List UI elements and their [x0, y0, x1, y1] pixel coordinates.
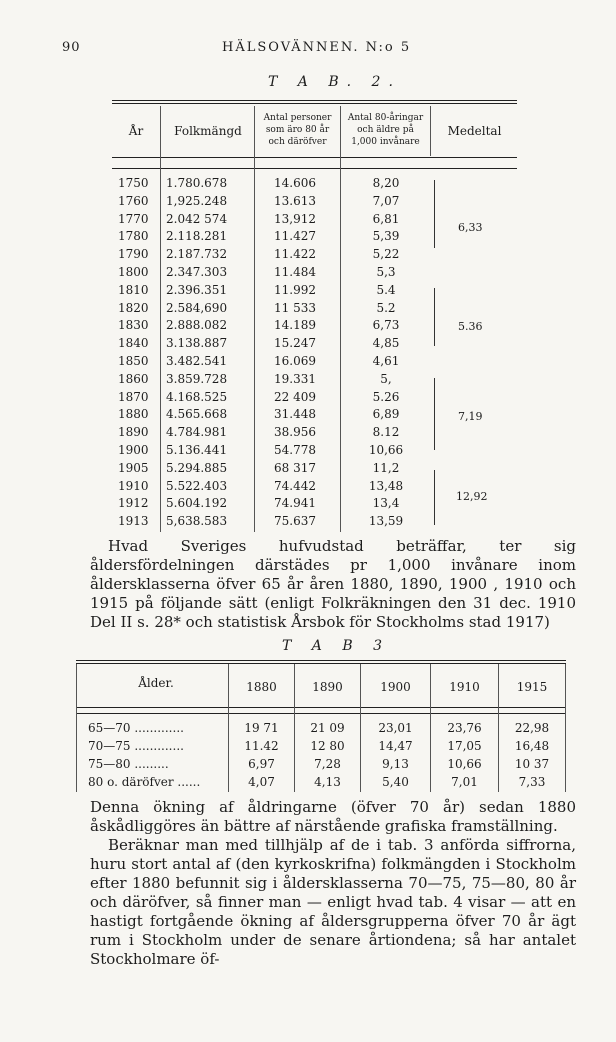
table-row [76, 757, 566, 774]
table2-year-cell: 1800 [118, 265, 149, 279]
table2-per-thousand-cell: 13,4 [372, 496, 400, 511]
average-value: 6,33 [458, 221, 483, 234]
table3-header-year: 1910 [449, 680, 480, 694]
table2-year-cell: 1760 [118, 193, 149, 208]
table2-count-cell: 54.778 [274, 443, 316, 457]
table-row [112, 336, 517, 354]
table2-population-cell: 2.888.082 [166, 318, 228, 333]
table3-value-cell: 12 80 [310, 739, 345, 753]
table2-year-cell: 1830 [118, 318, 149, 333]
table2-count-cell: 31.448 [274, 407, 316, 422]
table2 [112, 100, 517, 532]
running-head [62, 40, 570, 58]
table-row [112, 514, 517, 532]
table3-value-cell: 7,01 [451, 775, 478, 789]
table-row [112, 301, 517, 319]
table2-per-thousand-cell: 11,2 [372, 460, 400, 475]
table-row [112, 247, 517, 265]
table2-count-cell: 38.956 [274, 425, 316, 440]
paragraph-1: Hvad Sveriges hufvudstad beträffar, ter sig åldersfördelningen därstädes pr 1,000 invånare inom åldersklasserna öfver 65 år åren 1880, 1890, 1900 , 1910 och 1915 på följande sätt (enligt Folkräkningen den 31 dec. 1910 Del II s. 28* och statistisk Årsbok för Stockholms stad 1917) [90, 537, 576, 631]
table2-per-thousand-cell: 5.2 [376, 300, 396, 315]
table2-population-cell: 5.294.885 [166, 460, 228, 475]
table-row [112, 176, 517, 194]
table2-year-cell: 1810 [118, 282, 149, 297]
table2-count-cell: 14.606 [274, 176, 316, 190]
table2-count-cell: 11 533 [274, 300, 316, 315]
table2-count-cell: 11.422 [274, 247, 316, 262]
table2-population-cell: 2.396.351 [166, 282, 228, 297]
average-value: 12,92 [456, 490, 488, 503]
journal-title: HÄLSOVÄNNEN. N:o 5 [222, 40, 412, 55]
table-row [112, 461, 517, 479]
table2-population-cell: 2.347.303 [166, 265, 228, 279]
table2-year-cell: 1905 [118, 460, 149, 475]
table2-year-cell: 1880 [118, 407, 149, 422]
table2-year-cell: 1850 [118, 354, 149, 368]
table3-value-cell: 4,07 [248, 775, 275, 789]
table3-value-cell: 7,28 [314, 757, 341, 771]
table2-population-cell: 4.565.668 [166, 407, 228, 422]
table3-value-cell: 9,13 [382, 757, 409, 771]
table2-year-cell: 1900 [118, 443, 149, 457]
table2-year-cell: 1820 [118, 300, 149, 315]
age-group-label: 65—70 ............. [88, 721, 184, 735]
table3-value-cell: 10,66 [447, 757, 482, 771]
table2-population-cell: 4.168.525 [166, 389, 228, 404]
table2-year-cell: 1770 [118, 211, 149, 226]
table2-count-cell: 11.992 [274, 282, 316, 297]
header-year: År [128, 124, 144, 138]
table2-population-cell: 1,925.248 [166, 193, 228, 208]
table2-per-thousand-cell: 5, [380, 371, 392, 386]
header-average: Medeltal [447, 124, 502, 138]
table3-value-cell: 17,05 [447, 739, 482, 753]
header-per-line: Antal 80-åringar [347, 113, 424, 123]
table2-per-thousand-cell: 5,22 [372, 247, 400, 262]
table2-per-thousand-cell: 8,20 [372, 176, 400, 190]
table2-per-thousand-cell: 4,85 [372, 336, 400, 351]
table3-header-year: 1890 [312, 680, 343, 694]
table2-population-cell: 3.138.887 [166, 336, 228, 351]
table2-year-cell: 1750 [118, 176, 149, 190]
average-brace [434, 288, 435, 346]
table2-per-thousand-cell: 5,3 [376, 265, 396, 279]
table2-per-thousand-cell: 10,66 [368, 443, 404, 457]
table2-population-cell: 3.482.541 [166, 354, 228, 368]
table-row [76, 721, 566, 738]
table3-header-year: 1915 [516, 680, 548, 694]
table-row [112, 390, 517, 408]
average-brace [434, 470, 435, 525]
table-row [76, 775, 566, 792]
average-brace [434, 180, 435, 248]
table3 [76, 660, 566, 794]
table-row [112, 212, 517, 230]
table3-title: T A B 3 [282, 638, 390, 654]
table2-year-cell: 1860 [118, 371, 149, 386]
table2-count-cell: 68 317 [274, 460, 316, 475]
table3-value-cell: 4,13 [314, 775, 341, 789]
table2-count-cell: 22 409 [274, 389, 316, 404]
table2-year-cell: 1913 [118, 514, 149, 529]
table2-population-cell: 5.522.403 [166, 478, 228, 493]
table2-title: T A B. 2. [268, 74, 401, 90]
table3-value-cell: 5,40 [382, 775, 409, 789]
table2-population-cell: 2.118.281 [166, 229, 228, 244]
table2-population-cell: 1.780.678 [166, 176, 228, 190]
table3-header-year: 1900 [380, 680, 411, 694]
paragraph-2: Denna ökning af åldringarne (öfver 70 år) sedan 1880 åskådliggöres än bättre af närstående grafiska framställning. [90, 798, 576, 835]
table2-per-thousand-cell: 5.4 [376, 282, 396, 297]
table-row [76, 739, 566, 756]
table2-population-cell: 5,638.583 [166, 514, 228, 529]
table2-count-cell: 75.637 [274, 514, 316, 529]
table2-year-cell: 1780 [118, 229, 149, 244]
table2-count-cell: 11.427 [274, 229, 316, 244]
table2-count-cell: 15.247 [274, 336, 316, 351]
table2-year-cell: 1870 [118, 389, 149, 404]
table2-count-cell: 13.613 [274, 193, 316, 208]
table3-value-cell: 23,01 [378, 721, 413, 735]
page-number: 90 [62, 40, 81, 55]
table2-count-cell: 14.189 [274, 318, 316, 333]
header-count-line: och däröfver [268, 137, 327, 147]
header-population: Folkmängd [174, 124, 242, 138]
table3-value-cell: 23,76 [447, 721, 482, 735]
average-value: 5.36 [458, 320, 483, 333]
table3-value-cell: 19 71 [244, 721, 279, 735]
table2-population-cell: 4.784.981 [166, 425, 228, 440]
table3-value-cell: 11.42 [244, 739, 279, 753]
table2-year-cell: 1910 [118, 478, 149, 493]
table-row [112, 283, 517, 301]
table2-per-thousand-cell: 5,39 [372, 229, 400, 244]
table2-per-thousand-cell: 5.26 [372, 389, 400, 404]
table3-value-cell: 21 09 [310, 721, 345, 735]
table-row [112, 265, 517, 283]
average-value: 7,19 [458, 410, 483, 423]
table2-count-cell: 11.484 [274, 265, 316, 279]
table2-per-thousand-cell: 6,89 [372, 407, 400, 422]
table2-year-cell: 1890 [118, 425, 149, 440]
table2-population-cell: 5.136.441 [166, 443, 228, 457]
table-row [112, 425, 517, 443]
header-per-line: 1,000 invånare [351, 137, 420, 147]
table2-population-cell: 2.042 574 [166, 211, 228, 226]
table-row [112, 372, 517, 390]
table2-per-thousand-cell: 13,59 [368, 514, 404, 529]
table-row [112, 443, 517, 461]
table2-per-thousand-cell: 4,61 [372, 354, 400, 368]
table2-per-thousand-cell: 13,48 [368, 478, 404, 493]
header-per-line: och äldre på [357, 125, 414, 135]
table3-header-age: Ålder. [138, 676, 174, 690]
table2-count-cell: 13,912 [274, 211, 316, 226]
table-row [112, 194, 517, 212]
table2-count-cell: 19.331 [274, 371, 316, 386]
table2-population-cell: 2.584,690 [166, 300, 228, 315]
table2-year-cell: 1912 [118, 496, 149, 511]
table2-per-thousand-cell: 7,07 [372, 193, 400, 208]
header-count-line: som äro 80 år [265, 125, 330, 135]
table2-population-cell: 5.604.192 [166, 496, 228, 511]
table2-count-cell: 16.069 [274, 354, 316, 368]
header-count-line: Antal personer [263, 113, 332, 123]
table-row [112, 407, 517, 425]
table2-count-cell: 74.442 [274, 478, 316, 493]
age-group-label: 80 o. däröfver ...... [88, 775, 201, 789]
table3-header-year: 1880 [246, 680, 277, 694]
average-brace [434, 378, 435, 450]
table3-value-cell: 22,98 [514, 721, 550, 735]
table3-value-cell: 10 37 [514, 757, 550, 771]
table3-value-cell: 7,33 [518, 775, 546, 789]
table2-year-cell: 1790 [118, 247, 149, 262]
table2-population-cell: 2.187.732 [166, 247, 228, 262]
table2-per-thousand-cell: 6,73 [372, 318, 400, 333]
table2-population-cell: 3.859.728 [166, 371, 228, 386]
table3-value-cell: 16,48 [514, 739, 550, 753]
table3-value-cell: 14,47 [378, 739, 413, 753]
paragraph-3: Beräknar man med tillhjälp af de i tab. 3 anförda siffrorna, huru stort antal af (den kyrkoskrifna) folkmängden i Stockholm efter 1880 befunnit sig i åldersklasserna 70—75, 75—80, 80 år och däröfver, så finner man — enligt hvad tab. 4 visar — att en hastigt fortgående ökning af åldersgrupperna öfver 70 år ägt rum i Stockholm under de senare årtiondena; så har antalet Stockholmare öf- [90, 836, 576, 968]
table-row [112, 318, 517, 336]
table-row [112, 354, 517, 372]
table2-count-cell: 74.941 [274, 496, 316, 511]
table2-year-cell: 1840 [118, 336, 149, 351]
age-group-label: 75—80 ......... [88, 757, 169, 771]
header-count [255, 112, 340, 148]
table2-per-thousand-cell: 6,81 [372, 211, 400, 226]
table3-value-cell: 6,97 [248, 757, 275, 771]
age-group-label: 70—75 ............. [88, 739, 184, 753]
table-row [112, 229, 517, 247]
header-per-thousand [341, 112, 430, 148]
table2-per-thousand-cell: 8.12 [372, 425, 400, 440]
